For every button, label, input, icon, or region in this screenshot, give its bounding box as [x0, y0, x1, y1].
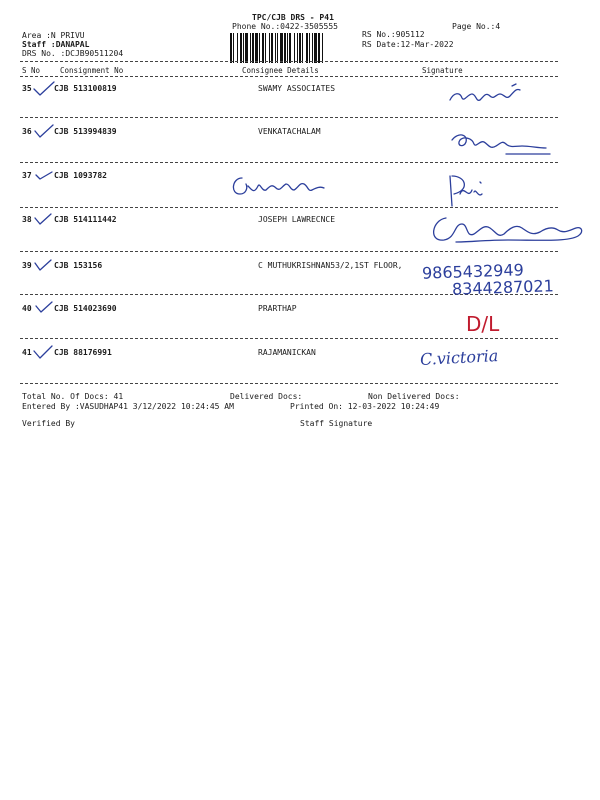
- handwritten-signature: [440, 170, 496, 210]
- barcode-bar: [265, 33, 266, 63]
- divider: [20, 117, 558, 118]
- barcode-bar: [280, 33, 283, 63]
- check-mark-icon: [34, 300, 54, 314]
- row-sno: 35: [22, 84, 32, 93]
- barcode-bar: [255, 33, 258, 63]
- staff-signature-label: Staff Signature: [300, 419, 373, 428]
- check-mark-icon: [33, 123, 55, 139]
- barcode-bar: [237, 33, 238, 63]
- barcode-bar: [302, 33, 303, 63]
- divider: [20, 251, 558, 252]
- row-consignee: PRARTHAP: [258, 304, 297, 313]
- barcode-bar: [233, 33, 234, 63]
- check-mark-icon: [32, 80, 56, 98]
- area-label: Area :N PRIVU: [22, 31, 85, 40]
- entered-by: Entered By :VASUDHAP41 3/12/2022 10:24:45 AM: [22, 402, 234, 411]
- handwritten-signature: [228, 172, 332, 200]
- row-consignee: SWAMY ASSOCIATES: [258, 84, 336, 93]
- barcode-bar: [309, 33, 310, 63]
- barcode-bar: [289, 33, 291, 63]
- phone-number: Phone No.:0422-3505555: [232, 22, 338, 31]
- col-signature-header: Signature: [422, 66, 463, 75]
- barcode-bar: [297, 33, 298, 63]
- check-mark-icon: [34, 169, 54, 181]
- divider: [20, 383, 558, 384]
- divider: [20, 338, 558, 339]
- drs-number: DRS No. :DCJB90511204: [22, 49, 124, 58]
- row-consignment: CJB 153156: [54, 261, 103, 270]
- row-consignee: VENKATACHALAM: [258, 127, 321, 136]
- row-consignment: CJB 88176991: [54, 348, 112, 357]
- divider: [20, 162, 558, 163]
- barcode-bar: [299, 33, 301, 63]
- barcode-bar: [262, 33, 264, 63]
- barcode-bar: [243, 33, 244, 63]
- row-consignment: CJB 513994839: [54, 127, 117, 136]
- divider: [20, 76, 558, 77]
- row-sno: 38: [22, 215, 32, 224]
- row-consignee: RAJAMANICKAN: [258, 348, 316, 357]
- row-consignment: CJB 514111442: [54, 215, 117, 224]
- barcode-bar: [271, 33, 273, 63]
- barcode-bar: [314, 33, 317, 63]
- row-sno: 37: [22, 171, 32, 180]
- barcode-bar: [259, 33, 260, 63]
- barcode-bar: [269, 33, 270, 63]
- total-docs: Total No. Of Docs: 41: [22, 392, 124, 401]
- barcode-bar: [250, 33, 251, 63]
- non-delivered-docs: Non Delivered Docs:: [368, 392, 460, 401]
- barcode-bar: [306, 33, 308, 63]
- delivered-docs: Delivered Docs:: [230, 392, 303, 401]
- row-consignee: C MUTHUKRISHNAN53/2,1ST FLOOR,: [258, 261, 403, 270]
- handwritten-signature: [446, 82, 526, 108]
- barcode-bar: [230, 33, 232, 63]
- page-number: Page No.:4: [452, 22, 501, 31]
- barcode-bar: [275, 33, 276, 63]
- barcode-bar: [294, 33, 295, 63]
- handwritten-signature: [428, 208, 588, 248]
- row-consignment: CJB 514023690: [54, 304, 117, 313]
- barcode: [230, 33, 358, 63]
- col-consignment-header: Consignment No: [60, 66, 124, 75]
- row-sno: 39: [22, 261, 32, 270]
- printed-on: Printed On: 12-03-2022 10:24:49: [290, 402, 440, 411]
- handwritten-phone-1: 9865432949: [421, 260, 525, 283]
- col-consignee-header: Consignee Details: [242, 66, 319, 75]
- col-sno-header: S No: [22, 66, 41, 75]
- row-sno: 41: [22, 348, 32, 357]
- barcode-bar: [245, 33, 248, 63]
- divider: [20, 61, 558, 62]
- row-consignee: JOSEPH LAWRECNCE: [258, 215, 336, 224]
- barcode-bar: [287, 33, 288, 63]
- rs-date: RS Date:12-Mar-2022: [362, 40, 454, 49]
- rs-number: RS No.:905112: [362, 30, 425, 39]
- barcode-bar: [240, 33, 242, 63]
- barcode-bar: [284, 33, 286, 63]
- barcode-bar: [277, 33, 278, 63]
- barcode-bar: [318, 33, 320, 63]
- row-sno: 36: [22, 127, 32, 136]
- barcode-bar: [322, 33, 323, 63]
- row-consignment: CJB 1093782: [54, 171, 107, 180]
- delivery-status-mark: D/L: [466, 312, 500, 336]
- row-sno: 40: [22, 304, 32, 313]
- check-mark-icon: [32, 344, 54, 360]
- staff-label: Staff :DANAPAL: [22, 40, 90, 49]
- verified-by: Verified By: [22, 419, 75, 428]
- handwritten-signature: C.victoria: [419, 345, 499, 370]
- barcode-bar: [252, 33, 254, 63]
- handwritten-signature: [446, 126, 558, 158]
- barcode-bar: [312, 33, 313, 63]
- check-mark-icon: [33, 258, 53, 272]
- check-mark-icon: [33, 212, 53, 226]
- handwritten-phone-2: 8344287021: [451, 276, 555, 299]
- report-title: TPC/CJB DRS - P41: [252, 13, 334, 22]
- row-consignment: CJB 513100819: [54, 84, 117, 93]
